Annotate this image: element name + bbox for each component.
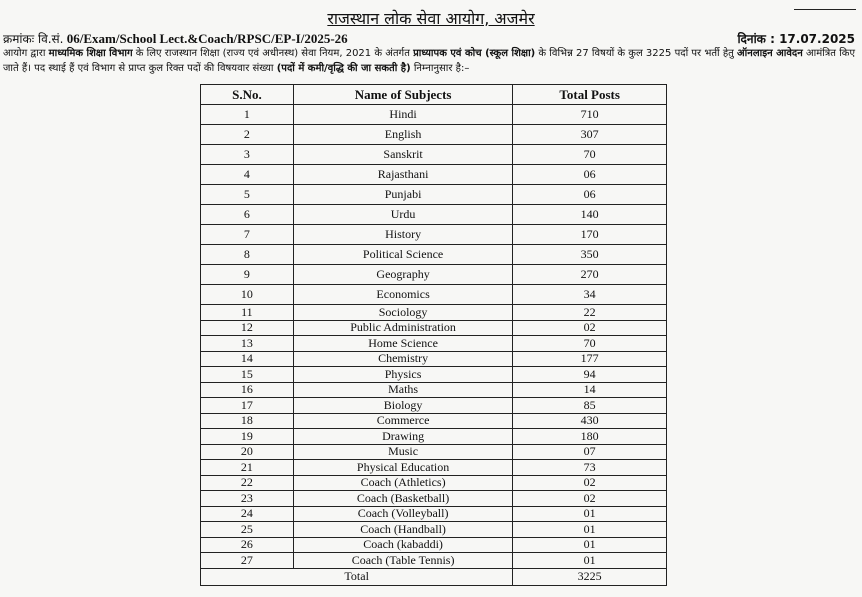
header-posts: Total Posts (513, 85, 667, 105)
table-row (201, 145, 667, 165)
table-row (201, 185, 667, 205)
cell-posts: 01 (513, 506, 667, 522)
cell-subject: Music (293, 444, 513, 460)
table-row (201, 460, 667, 476)
reference-number (3, 30, 348, 47)
cell-subject: Coach (Volleyball) (293, 506, 513, 522)
cell-sno: 22 (201, 475, 294, 491)
cell-subject: History (293, 225, 513, 245)
table-row (201, 265, 667, 285)
cell-sno: 21 (201, 460, 294, 476)
date-value: 17.07.2025 (779, 32, 855, 46)
total-label: Total (201, 568, 513, 585)
cell-posts: 70 (513, 145, 667, 165)
table-row (201, 398, 667, 414)
cell-sno: 15 (201, 367, 294, 383)
cell-subject: Coach (Basketball) (293, 491, 513, 507)
table-row (201, 336, 667, 352)
posts-table (200, 84, 667, 586)
table-row (201, 105, 667, 125)
cell-posts: 73 (513, 460, 667, 476)
cell-subject: English (293, 125, 513, 145)
table-row (201, 413, 667, 429)
date (737, 30, 855, 47)
table-row (201, 320, 667, 336)
cell-subject: Coach (Handball) (293, 522, 513, 538)
cell-posts: 94 (513, 367, 667, 383)
cell-subject: Maths (293, 382, 513, 398)
table-header-row (201, 85, 667, 105)
header-sno: S.No. (201, 85, 294, 105)
cell-sno: 20 (201, 444, 294, 460)
cell-sno: 16 (201, 382, 294, 398)
cell-subject: Geography (293, 265, 513, 285)
para-text: के लिए राजस्थान शिक्षा (राज्य एवं अधीनस्थ) सेवा नियम, 2021 के अंतर्गत (132, 48, 414, 59)
total-value: 3225 (513, 568, 667, 585)
reference-value: 06/Exam/School Lect.&Coach/RPSC/EP-I/2025-26 (66, 31, 348, 46)
para-bold: माध्यमिक शिक्षा विभाग (48, 48, 133, 59)
table-row (201, 537, 667, 553)
table-row (201, 444, 667, 460)
table-row (201, 429, 667, 445)
cell-posts: 85 (513, 398, 667, 414)
table-row (201, 205, 667, 225)
cell-sno: 17 (201, 398, 294, 414)
table-row (201, 475, 667, 491)
cell-posts: 350 (513, 245, 667, 265)
cell-subject: Coach (Athletics) (293, 475, 513, 491)
cell-sno: 10 (201, 285, 294, 305)
cell-posts: 307 (513, 125, 667, 145)
cell-sno: 9 (201, 265, 294, 285)
cell-sno: 6 (201, 205, 294, 225)
cell-sno: 23 (201, 491, 294, 507)
table-row (201, 225, 667, 245)
cell-sno: 12 (201, 320, 294, 336)
cell-subject: Physical Education (293, 460, 513, 476)
cell-sno: 5 (201, 185, 294, 205)
cell-posts: 01 (513, 553, 667, 569)
header-subject: Name of Subjects (293, 85, 513, 105)
total-row (201, 568, 667, 585)
cell-sno: 7 (201, 225, 294, 245)
cell-subject: Political Science (293, 245, 513, 265)
cell-posts: 177 (513, 351, 667, 367)
cell-posts: 170 (513, 225, 667, 245)
cell-posts: 270 (513, 265, 667, 285)
cell-posts: 02 (513, 491, 667, 507)
table-row (201, 522, 667, 538)
cell-sno: 4 (201, 165, 294, 185)
para-bold: ऑनलाइन आवेदन (737, 48, 803, 59)
cell-sno: 18 (201, 413, 294, 429)
cell-subject: Coach (Table Tennis) (293, 553, 513, 569)
cell-subject: Home Science (293, 336, 513, 352)
table-row (201, 165, 667, 185)
cell-subject: Commerce (293, 413, 513, 429)
table-row (201, 125, 667, 145)
cell-posts: 02 (513, 475, 667, 491)
cell-subject: Physics (293, 367, 513, 383)
table-row (201, 553, 667, 569)
cell-subject: Coach (kabaddi) (293, 537, 513, 553)
cell-sno: 3 (201, 145, 294, 165)
para-text: आमंत्रित किए जाते हैं। पद स्थाई हैं एवं विभाग से प्राप्त कुल रिक्त पदों की विषयवार संख्या (3, 48, 855, 74)
cell-subject: Sanskrit (293, 145, 513, 165)
cell-posts: 22 (513, 305, 667, 321)
table-row (201, 305, 667, 321)
cell-sno: 25 (201, 522, 294, 538)
cell-sno: 14 (201, 351, 294, 367)
table-row (201, 382, 667, 398)
cell-sno: 24 (201, 506, 294, 522)
cell-sno: 27 (201, 553, 294, 569)
cell-subject: Rajasthani (293, 165, 513, 185)
cell-sno: 1 (201, 105, 294, 125)
table-row (201, 351, 667, 367)
cell-posts: 710 (513, 105, 667, 125)
para-text: निम्नानुसार है:– (410, 63, 470, 74)
table-row (201, 367, 667, 383)
cell-subject: Biology (293, 398, 513, 414)
notice-paragraph (3, 46, 855, 76)
cell-sno: 11 (201, 305, 294, 321)
cell-posts: 140 (513, 205, 667, 225)
cell-subject: Drawing (293, 429, 513, 445)
cell-posts: 14 (513, 382, 667, 398)
cell-subject: Chemistry (293, 351, 513, 367)
cell-posts: 430 (513, 413, 667, 429)
cell-sno: 13 (201, 336, 294, 352)
cell-sno: 2 (201, 125, 294, 145)
cell-subject: Public Administration (293, 320, 513, 336)
cell-posts: 01 (513, 522, 667, 538)
cell-posts: 34 (513, 285, 667, 305)
cell-sno: 8 (201, 245, 294, 265)
para-text: आयोग द्वारा (3, 48, 49, 59)
cell-subject: Hindi (293, 105, 513, 125)
cell-posts: 180 (513, 429, 667, 445)
cell-posts: 01 (513, 537, 667, 553)
cell-posts: 70 (513, 336, 667, 352)
reference-line (3, 30, 855, 47)
date-label: दिनांक : (737, 32, 775, 46)
para-bold: प्राध्यापक एवं कोच (स्कूल शिक्षा) (413, 48, 536, 59)
para-bold: (पदों में कमी/वृद्धि की जा सकती है) (276, 63, 411, 74)
cell-posts: 02 (513, 320, 667, 336)
reference-label: क्रमांकः वि.सं. (3, 32, 64, 46)
cell-posts: 06 (513, 185, 667, 205)
cell-subject: Sociology (293, 305, 513, 321)
cell-subject: Punjabi (293, 185, 513, 205)
table-row (201, 491, 667, 507)
cell-posts: 07 (513, 444, 667, 460)
table-row (201, 245, 667, 265)
page-title: राजस्थान लोक सेवा आयोग, अजमेर (327, 9, 535, 28)
cell-sno: 19 (201, 429, 294, 445)
cell-posts: 06 (513, 165, 667, 185)
cell-sno: 26 (201, 537, 294, 553)
para-text: के विभिन्न 27 विषयों के कुल 3225 पदों पर भर्ती हेतु (535, 48, 738, 59)
cell-subject: Economics (293, 285, 513, 305)
table-row (201, 506, 667, 522)
table-row (201, 285, 667, 305)
cell-subject: Urdu (293, 205, 513, 225)
